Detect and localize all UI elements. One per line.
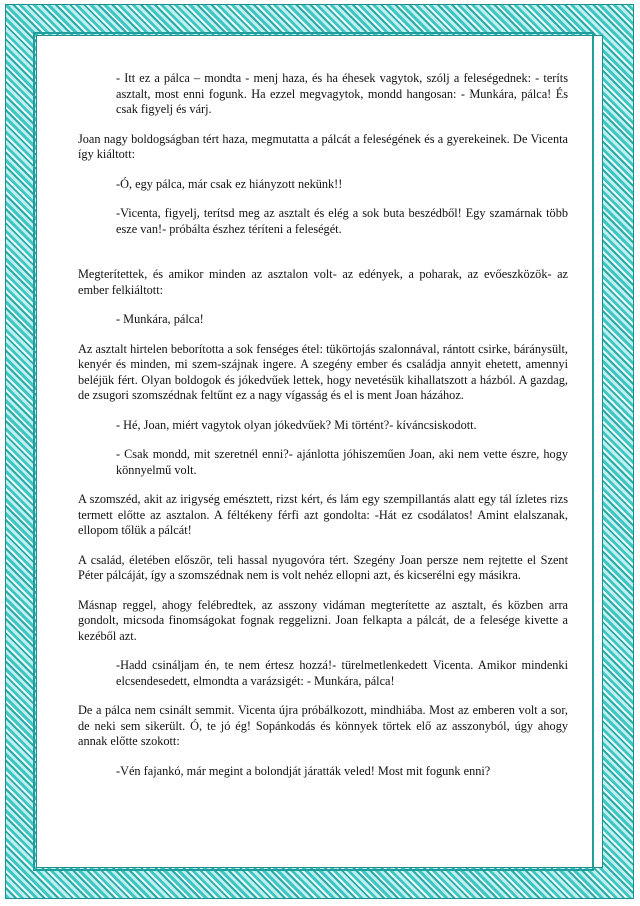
- paragraph: -Ó, egy pálca, már csak ez hiányzott nekünk!!: [116, 176, 343, 191]
- paragraph: A család, életében először, teli hassal nyugovóra tért. Szegény Joan persze nem rejtette el Szent Péter pálcáját, így a szomszédnak nem is volt nehéz ellopni azt, és kicserélni egy másikra.: [78, 552, 568, 582]
- paragraph: De a pálca nem csinált semmit. Vicenta újra próbálkozott, mindhiába. Most az emberen volt a sor, de neki sem sikerült. Ó, te jó ég! Sopánkodás és könnyek törtek elő az asszonyból, úgy ahogy annak előtte szokott:: [78, 703, 568, 748]
- paragraph: - Hé, Joan, miért vagytok olyan jókedvűek? Mi történt?- kíváncsiskodott.: [116, 417, 477, 432]
- paragraph: Joan nagy boldogságban tért haza, megmutatta a pálcát a feleségének és a gyerekeinek. De Vicenta így kiáltott:: [78, 131, 568, 161]
- paragraph: -Vén fajankó, már megint a bolondját járatták veled! Most mit fogunk enni?: [116, 763, 491, 778]
- paragraph: - Csak mondd, mit szeretnél enni?- ajánlotta jóhiszeműen Joan, aki nem vette észre, hogy könnyelmű volt.: [116, 447, 568, 477]
- paragraph: - Munkára, pálca!: [116, 312, 204, 326]
- story-text: [78, 71, 568, 779]
- paragraph: -Vicenta, figyelj, terítsd meg az asztalt és elég a sok buta beszédből! Egy szamárnak több esze van!- próbálta észhez téríteni a feleségét.: [116, 206, 568, 236]
- paragraph: Az asztalt hirtelen beborította a sok fenséges étel: tükörtojás szalonnával, rántott csirke, báránysült, kenyér és minden, mi szem-szájnak ingere. A szegény ember és családja annyit ehetett, amennyi beléjük fért. Olyan boldogok és jókedvűek lettek, hogy nevetésük kihallatszott a házból. A gazdag, de zsugori szomszédnak feltűnt ez a nagy vígasság és el is ment Joan házához.: [78, 341, 568, 402]
- paragraph: Megterítettek, és amikor minden az asztalon volt- az edények, a poharak, az evőeszközök- az ember felkiáltott:: [78, 267, 568, 297]
- paragraph: Másnap reggel, ahogy felébredtek, az asszony vidáman megterítette az asztalt, és közben arra gondolt, micsoda finomságokat fognak reggelizni. Joan felkapta a pálcát, de a felesége kivette a kezéből azt.: [78, 597, 568, 643]
- paragraph: - Itt ez a pálca – mondta - menj haza, és ha éhesek vagytok, szólj a feleségednek: - teríts asztalt, most enni fogunk. Ha ezzel megvagytok, mondd hangosan: - Munkára, pálca! És csak figyelj és várj.: [116, 71, 568, 116]
- paragraph: A szomszéd, akit az irigység emésztett, rizst kért, és lám egy szempillantás alatt egy tál ízletes rizs termett előtte az asztalon. A féltékeny férfi azt gondolta: -Hát ez csodálatos! Amint elalszanak, ellopom tőlük a pálcát!: [78, 492, 568, 537]
- paragraph: -Hadd csináljam én, te nem értesz hozzá!- türelmetlenkedett Vicenta. Amikor mindenki elcsendesedett, elmondta a varázsigét: - Munkára, pálca!: [116, 658, 568, 688]
